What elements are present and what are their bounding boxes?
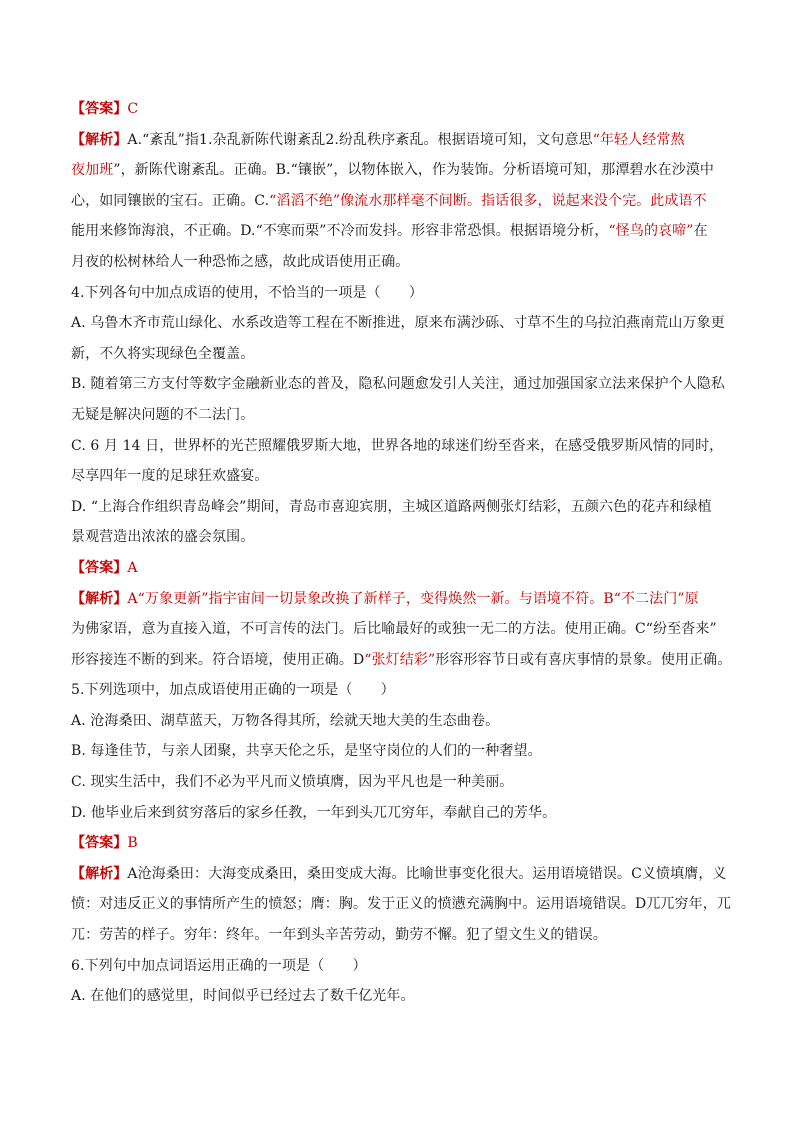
answer-tag: 【答案】 bbox=[71, 101, 128, 117]
text-segment: 形容形容节日或有喜庆事情的景象。使用正确。 bbox=[435, 651, 732, 668]
text-segment: A沧海桑田：大海变成桑田，桑田变成大海。比喻世事变化很大。运用语境错误。C义愤填膺，义 bbox=[127, 865, 727, 882]
answer-value: A bbox=[127, 559, 138, 576]
text-segment: 愤：对违反正义的事情所产生的愤怒；膺：胸。发于正义的愤懑充满胸中。运用语境错误。D兀兀穷年，兀 bbox=[71, 896, 731, 913]
answer-line bbox=[71, 553, 726, 584]
analysis-tag: 【解析】 bbox=[71, 131, 128, 148]
analysis-tag: 【解析】 bbox=[71, 590, 128, 607]
text-segment: 夜加班 bbox=[71, 162, 114, 179]
answer-tag: 【答案】 bbox=[71, 835, 128, 852]
analysis-text bbox=[127, 132, 684, 148]
option-a: A. 乌鲁木齐市荒山绿化、水系改造等工程在不断推进，原来布满沙砾、寸草不生的乌拉泊燕南荒山万象更 bbox=[71, 315, 725, 332]
analysis-text bbox=[127, 591, 698, 607]
analysis-line bbox=[71, 584, 726, 615]
option-c: C. 6 月 14 日，世界杯的光芒照耀俄罗斯大地，世界各地的球迷们纷至沓来，在感受俄罗斯风情的同时， bbox=[71, 437, 724, 454]
text-segment: “怪鸟的哀啼” bbox=[608, 223, 694, 240]
analysis-text bbox=[71, 920, 726, 951]
analysis-text bbox=[71, 614, 726, 645]
option-a: A. 在他们的感觉里，时间似乎已经过去了数千亿光年。 bbox=[71, 988, 415, 1005]
question-stem: 6.下列句中加点词语运用正确的一项是（ ） bbox=[71, 957, 367, 974]
option-b: B. 随着第三方支付等数字金融新业态的普及，隐私问题愈发引人关注，通过加强国家立法来保护个人隐私 bbox=[71, 376, 725, 393]
analysis-text bbox=[71, 247, 726, 278]
document-content bbox=[71, 94, 732, 1012]
option-a-cont: 新，不久将实现绿色全覆盖。 bbox=[71, 345, 255, 362]
option-b: B. 每逢佳节，与亲人团聚，共享天伦之乐，是坚守岗位的人们的一种奢望。 bbox=[71, 743, 542, 760]
answer-value: C bbox=[127, 101, 139, 117]
analysis-text bbox=[127, 866, 726, 882]
analysis-text bbox=[71, 186, 726, 217]
text-segment: ”，新陈代谢紊乱。正确。B.“镶嵌”，以物体嵌入，作为装饰。分析语境可知，那潭碧水在沙漠中 bbox=[113, 162, 715, 179]
text-segment: 月夜的松树林给人一种恐怖之感，故此成语使用正确。 bbox=[71, 253, 410, 270]
text-segment: “年轻人经常熬 bbox=[592, 131, 685, 148]
question-stem: 4.下列各句中加点成语的使用，不恰当的一项是（ ） bbox=[71, 284, 423, 301]
text-segment: 能用来修饰海浪，不正确。D.“不寒而栗”不冷而发抖。形容非常恐惧。根据语境分析， bbox=[71, 223, 609, 240]
text-segment: 形容接连不断的到来。符合语境，使用正确。D bbox=[71, 651, 365, 668]
option-c-cont: 尽享四年一度的足球狂欢盛宴。 bbox=[71, 468, 269, 485]
analysis-text bbox=[71, 645, 732, 676]
text-segment: A“万象更新”指宇宙间一切景象改换了新样子，变得焕然一新。与语境不符。B“不二法门”原 bbox=[127, 590, 699, 607]
text-segment: “张灯结彩” bbox=[364, 651, 436, 668]
text-segment: A.“紊乱”指1.杂乱新陈代谢紊乱2.纷乱秩序紊乱。根据语境可知，文句意思 bbox=[127, 131, 593, 148]
answer-value: B bbox=[127, 835, 138, 852]
option-c: C. 现实生活中，我们不必为平凡而义愤填膺，因为平凡也是一种美丽。 bbox=[71, 774, 514, 791]
text-segment: 为佛家语，意为直接入道，不可言传的法门。后比喻最好的或独一无二的方法。使用正确。C“纷至沓来” bbox=[71, 621, 717, 638]
text-segment: 在 bbox=[693, 223, 708, 240]
analysis-tag: 【解析】 bbox=[71, 865, 128, 882]
analysis-text bbox=[71, 889, 731, 920]
text-segment: 兀：劳苦的样子。穷年：终年。一年到头辛苦劳动，勤劳不懈。犯了望文生义的错误。 bbox=[71, 927, 607, 944]
option-a: A. 沧海桑田、湖草蓝天，万物各得其所，绘就天地大美的生态曲卷。 bbox=[71, 712, 500, 729]
option-d: D. 他毕业后来到贫穷落后的家乡任教，一年到头兀兀穷年，奉献自己的芳华。 bbox=[71, 804, 557, 821]
option-d: D. “上海合作组织青岛峰会”期间，青岛市喜迎宾朋，主城区道路两侧张灯结彩，五颜六色的花卉和绿植 bbox=[71, 498, 712, 515]
analysis-text bbox=[71, 155, 726, 186]
answer-tag: 【答案】 bbox=[71, 559, 128, 576]
analysis-text bbox=[71, 216, 726, 247]
answer-line bbox=[71, 828, 726, 859]
text-segment: “滔滔不绝”像流水那样毫不间断。指话很多，说起来没个完。此成语不 bbox=[269, 192, 707, 209]
answer-line bbox=[71, 94, 726, 125]
text-segment: 心，如同镶嵌的宝石。正确。C. bbox=[71, 192, 270, 209]
question-stem: 5.下列选项中，加点成语使用正确的一项是（ ） bbox=[71, 682, 395, 699]
analysis-line bbox=[71, 859, 726, 890]
option-b-cont: 无疑是解决问题的不二法门。 bbox=[71, 406, 255, 423]
option-d-cont: 景观营造出浓浓的盛会氛围。 bbox=[71, 529, 255, 546]
analysis-line bbox=[71, 125, 726, 156]
